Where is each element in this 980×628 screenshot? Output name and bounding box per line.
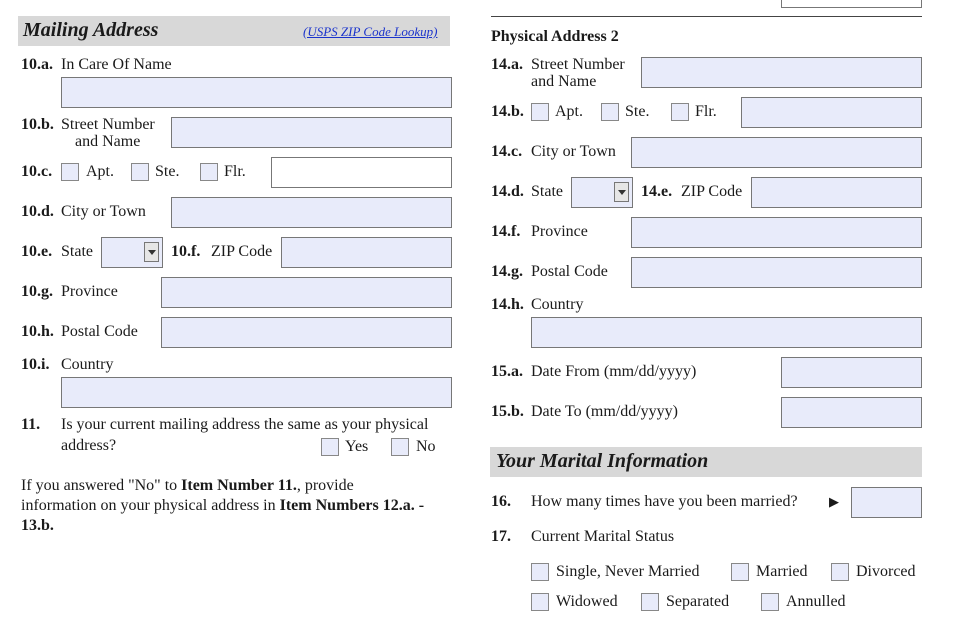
- care-of-name-field[interactable]: [61, 77, 452, 108]
- mailing-postal-label: Postal Code: [61, 323, 138, 340]
- same-address-no-label: No: [416, 438, 436, 455]
- divorced-checkbox[interactable]: [831, 563, 849, 581]
- physical-street-number: 14.a.: [491, 56, 523, 73]
- physical-zip-field[interactable]: [751, 177, 922, 208]
- physical-state-label: State: [531, 183, 563, 200]
- separated-label: Separated: [666, 593, 730, 610]
- marital-info-title: Your Marital Information: [496, 450, 709, 472]
- date-to-number: 15.b.: [491, 403, 524, 420]
- physical-city-number: 14.c.: [491, 143, 523, 160]
- single-label: Single, Never Married: [556, 563, 700, 580]
- mailing-street-label-2: and Name: [75, 133, 141, 150]
- physical-street-label-2: and Name: [531, 73, 597, 90]
- physical-province-label: Province: [531, 223, 588, 240]
- physical-flr-checkbox[interactable]: [671, 103, 689, 121]
- top-divider-line: [491, 16, 922, 17]
- marital-status-number: 17.: [491, 528, 511, 545]
- physical-postal-number: 14.g.: [491, 263, 523, 280]
- physical-street-field[interactable]: [641, 57, 922, 88]
- note-text-2: , provide: [296, 477, 354, 494]
- mailing-ste-checkbox[interactable]: [131, 163, 149, 181]
- physical-address-2-title: Physical Address 2: [491, 28, 619, 45]
- physical-state-number: 14.d.: [491, 183, 524, 200]
- physical-apt-label: Apt.: [555, 103, 583, 120]
- date-to-field[interactable]: [781, 397, 922, 428]
- mailing-unit-number-field[interactable]: [271, 157, 452, 188]
- divorced-label: Divorced: [856, 563, 916, 580]
- physical-unit-number-field[interactable]: [741, 97, 922, 128]
- mailing-state-label: State: [61, 243, 93, 260]
- mailing-zip-label: ZIP Code: [211, 243, 273, 260]
- physical-address-note: [21, 476, 424, 536]
- same-address-yes-label: Yes: [345, 438, 369, 455]
- note-items-ref: Item Numbers 12.a. -: [279, 497, 425, 514]
- times-married-number: 16.: [491, 493, 511, 510]
- times-married-field[interactable]: [851, 487, 922, 518]
- physical-city-field[interactable]: [631, 137, 922, 168]
- physical-zip-number: 14.e.: [641, 183, 673, 200]
- mailing-flr-checkbox[interactable]: [200, 163, 218, 181]
- arrow-right-icon: ▶: [829, 494, 839, 509]
- mailing-zip-field[interactable]: [281, 237, 452, 268]
- mailing-zip-number: 10.f.: [171, 243, 201, 260]
- note-text-1: If you answered "No" to: [21, 477, 182, 494]
- mailing-flr-label: Flr.: [224, 163, 246, 180]
- physical-postal-field[interactable]: [631, 257, 922, 288]
- marital-status-label: Current Marital Status: [531, 528, 675, 545]
- annulled-checkbox[interactable]: [761, 593, 779, 611]
- physical-country-field[interactable]: [531, 317, 922, 348]
- previous-field-remnant[interactable]: [781, 0, 922, 8]
- physical-postal-label: Postal Code: [531, 263, 608, 280]
- mailing-ste-label: Ste.: [155, 163, 180, 180]
- married-checkbox[interactable]: [731, 563, 749, 581]
- widowed-checkbox[interactable]: [531, 593, 549, 611]
- mailing-province-number: 10.g.: [21, 283, 53, 300]
- same-address-question: Is your current mailing address the same as your physical: [61, 416, 429, 433]
- mailing-apt-label: Apt.: [86, 163, 114, 180]
- mailing-street-field[interactable]: [171, 117, 452, 148]
- mailing-state-number: 10.e.: [21, 243, 53, 260]
- physical-province-field[interactable]: [631, 217, 922, 248]
- physical-ste-label: Ste.: [625, 103, 650, 120]
- note-items-ref-2: 13.b.: [21, 517, 54, 534]
- same-address-no-checkbox[interactable]: [391, 438, 409, 456]
- mailing-postal-number: 10.h.: [21, 323, 54, 340]
- date-from-number: 15.a.: [491, 363, 523, 380]
- mailing-province-field[interactable]: [161, 277, 452, 308]
- mailing-street-label: Street Number: [61, 116, 155, 133]
- mailing-country-field[interactable]: [61, 377, 452, 408]
- mailing-unit-number: 10.c.: [21, 163, 53, 180]
- physical-province-number: 14.f.: [491, 223, 521, 240]
- single-checkbox[interactable]: [531, 563, 549, 581]
- married-label: Married: [756, 563, 808, 580]
- note-item-ref: Item Number 11.: [181, 477, 297, 494]
- physical-zip-label: ZIP Code: [681, 183, 743, 200]
- mailing-city-number: 10.d.: [21, 203, 54, 220]
- physical-country-label: Country: [531, 296, 584, 313]
- note-text-3: information on your physical address in: [21, 497, 280, 514]
- mailing-address-title: Mailing Address: [23, 19, 159, 41]
- same-address-number: 11.: [21, 416, 41, 433]
- mailing-province-label: Province: [61, 283, 118, 300]
- physical-unit-number: 14.b.: [491, 103, 524, 120]
- chevron-down-icon[interactable]: [614, 182, 629, 202]
- mailing-country-label: Country: [61, 356, 114, 373]
- mailing-city-label: City or Town: [61, 203, 146, 220]
- mailing-street-number: 10.b.: [21, 116, 54, 133]
- physical-flr-label: Flr.: [695, 103, 717, 120]
- mailing-apt-checkbox[interactable]: [61, 163, 79, 181]
- usps-zip-lookup-link[interactable]: (USPS ZIP Code Lookup): [303, 24, 438, 39]
- chevron-down-icon[interactable]: [144, 242, 159, 262]
- mailing-postal-field[interactable]: [161, 317, 452, 348]
- care-of-number: 10.a.: [21, 56, 53, 73]
- physical-apt-checkbox[interactable]: [531, 103, 549, 121]
- same-address-question-2: address?: [61, 437, 117, 454]
- date-from-label: Date From (mm/dd/yyyy): [531, 363, 697, 380]
- date-from-field[interactable]: [781, 357, 922, 388]
- care-of-label: In Care Of Name: [61, 56, 172, 73]
- annulled-label: Annulled: [786, 593, 846, 610]
- physical-street-label: Street Number: [531, 56, 625, 73]
- same-address-yes-checkbox[interactable]: [321, 438, 339, 456]
- physical-country-number: 14.h.: [491, 296, 524, 313]
- physical-ste-checkbox[interactable]: [601, 103, 619, 121]
- date-to-label: Date To (mm/dd/yyyy): [531, 403, 679, 420]
- widowed-label: Widowed: [556, 593, 618, 610]
- mailing-state-dropdown[interactable]: [101, 237, 163, 268]
- physical-city-label: City or Town: [531, 143, 616, 160]
- mailing-city-field[interactable]: [171, 197, 452, 228]
- physical-state-dropdown[interactable]: [571, 177, 633, 208]
- mailing-country-number: 10.i.: [21, 356, 50, 373]
- times-married-label: How many times have you been married?: [531, 493, 798, 510]
- separated-checkbox[interactable]: [641, 593, 659, 611]
